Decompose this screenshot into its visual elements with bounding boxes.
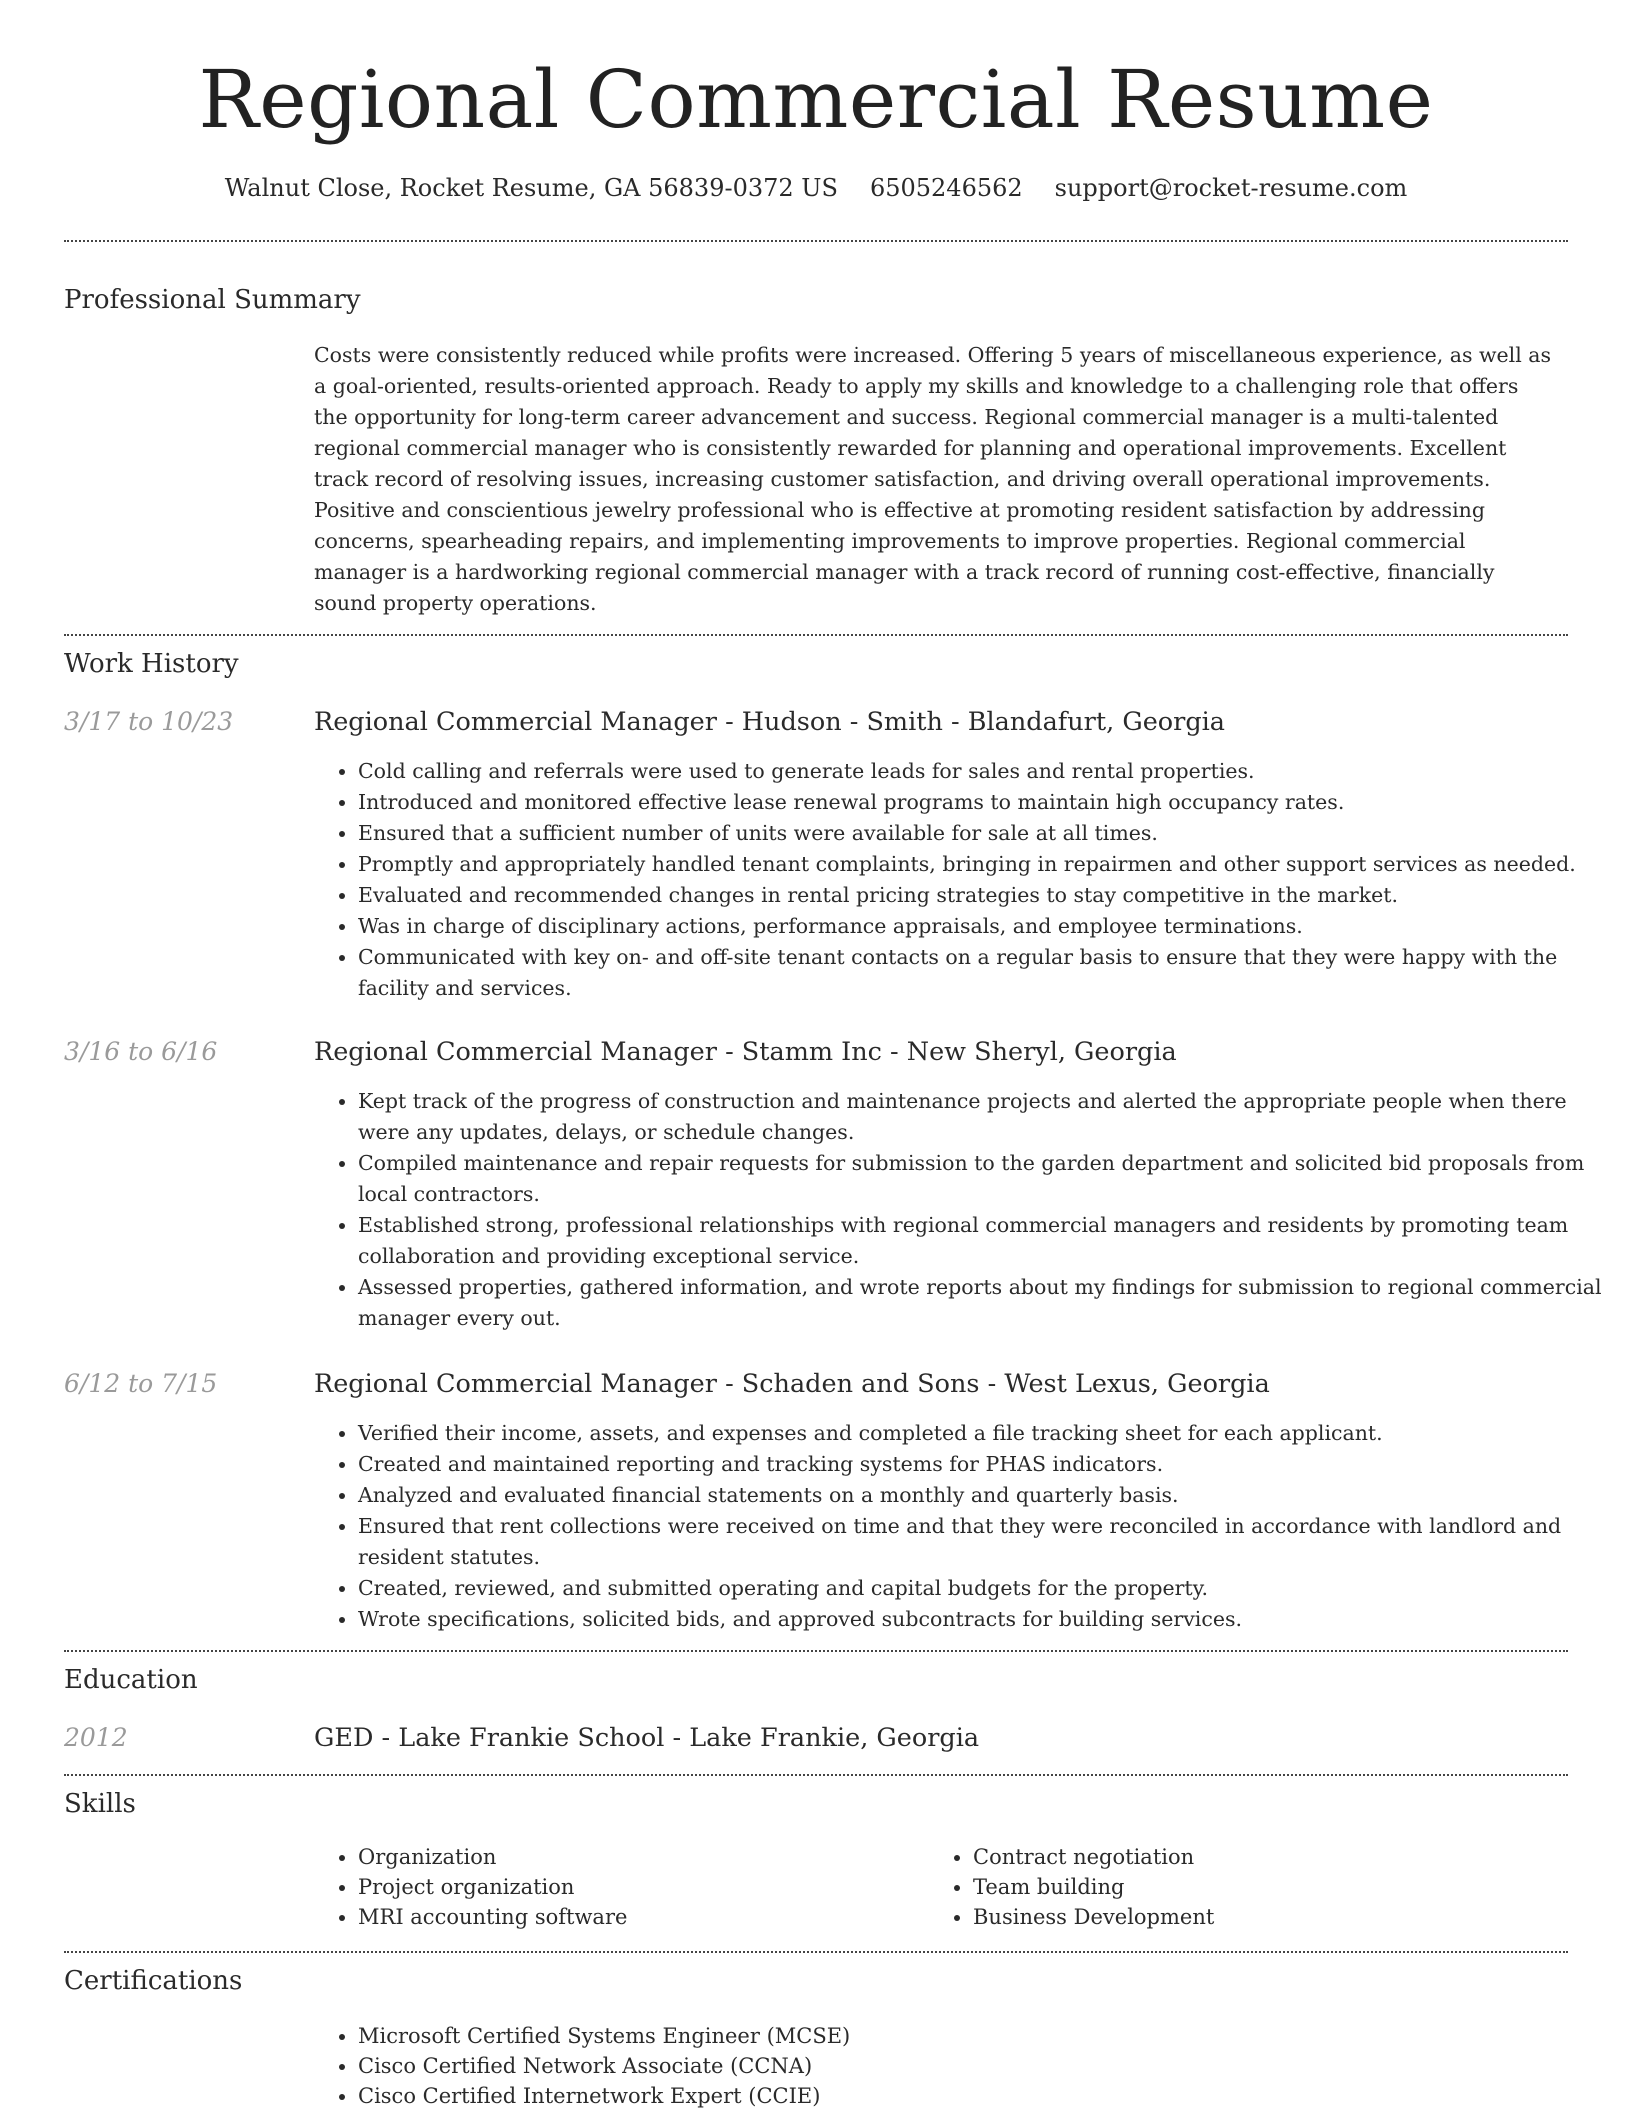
job-bullet: • Communicated with key on- and off-site tenant contacts on a regular basis to ensure that they were happy with the facility and services. (358, 942, 1608, 1004)
job-title: Regional Commercial Manager - Schaden and Sons - West Lexus, Georgia (314, 1369, 1270, 1399)
certification-item: • Cisco Certified Network Associate (CCNA) (358, 2051, 1558, 2081)
job-dates: 6/12 to 7/15 (64, 1369, 218, 1398)
job-bullet: • Created and maintained reporting and tracking systems for PHAS indicators. (358, 1449, 1608, 1480)
skill-item: • Business Development (973, 1902, 1533, 1932)
skills-list-left (314, 1842, 918, 1932)
job-bullet: • Verified their income, assets, and expenses and completed a file tracking sheet for each applicant. (358, 1418, 1608, 1449)
job-bullet: • Ensured that a sufficient number of units were available for sale at all times. (358, 818, 1608, 849)
summary-heading: Professional Summary (64, 285, 361, 315)
certifications-list (314, 2021, 1558, 2111)
skill-item: • Organization (358, 1842, 918, 1872)
job-dates: 3/16 to 6/16 (64, 1037, 218, 1066)
certification-item: • Cisco Certified Internetwork Expert (CCIE) (358, 2081, 1558, 2111)
job-bullet: • Wrote specifications, solicited bids, and approved subcontracts for building services. (358, 1604, 1608, 1635)
contact-phone: 6505246562 (869, 174, 1023, 202)
contact-email: support@rocket-resume.com (1054, 174, 1408, 202)
education-entry: GED - Lake Frankie School - Lake Frankie, Georgia (314, 1723, 980, 1753)
job-bullet: • Created, reviewed, and submitted operating and capital budgets for the property. (358, 1573, 1608, 1604)
job-bullet: • Compiled maintenance and repair requests for submission to the garden department and solicited bid proposals from local contractors. (358, 1148, 1608, 1210)
job-title: Regional Commercial Manager - Stamm Inc - New Sheryl, Georgia (314, 1037, 1177, 1067)
job-bullet: • Promptly and appropriately handled tenant complaints, bringing in repairmen and other support services as needed. (358, 849, 1608, 880)
job-dates: 3/17 to 10/23 (64, 707, 234, 736)
section-divider (64, 1951, 1568, 1953)
certification-item: • Microsoft Certified Systems Engineer (MCSE) (358, 2021, 1558, 2051)
job-bullet: • Ensured that rent collections were received on time and that they were reconciled in accordance with landlord and resident statutes. (358, 1511, 1608, 1573)
resume-title: Regional Commercial Resume (198, 53, 1434, 146)
work-history-heading: Work History (64, 649, 239, 679)
skill-item: • MRI accounting software (358, 1902, 918, 1932)
certifications-heading: Certifications (64, 1966, 243, 1996)
section-divider (64, 1650, 1568, 1652)
summary-text: Costs were consistently reduced while profits were increased. Offering 5 years of miscellaneous experience, as well as a goal-oriented, results-oriented approach. Ready to apply my skills and knowledge to a challenging role that offers the opportunity for long-term career advancement and success. Regional commercial manager is a multi-talented regional commercial manager who is consistently rewarded for planning and operational improvements. Excellent track record of resolving issues, increasing customer satisfaction, and driving overall operational improvements. Positive and conscientious jewelry professional who is effective at promoting resident satisfaction by addressing concerns, spearheading repairs, and implementing improvements to improve properties. Regional commercial manager is a hardworking regional commercial manager with a track record of running cost-effective, financially sound property operations. (314, 343, 1552, 615)
job-bullet: • Was in charge of disciplinary actions, performance appraisals, and employee terminations. (358, 911, 1608, 942)
skill-item: • Project organization (358, 1872, 918, 1902)
job-bullet: • Established strong, professional relationships with regional commercial managers and residents by promoting team collaboration and providing exceptional service. (358, 1210, 1608, 1272)
education-date: 2012 (64, 1723, 128, 1752)
contact-line (64, 170, 1568, 206)
contact-address: Walnut Close, Rocket Resume, GA 56839-0372 US (224, 174, 838, 202)
job-bullet: • Evaluated and recommended changes in rental pricing strategies to stay competitive in the market. (358, 880, 1608, 911)
job-bullet: • Assessed properties, gathered information, and wrote reports about my findings for submission to regional commercial manager every out. (358, 1272, 1608, 1334)
job-bullet: • Introduced and monitored effective lease renewal programs to maintain high occupancy rates. (358, 787, 1608, 818)
section-divider (64, 634, 1568, 636)
section-divider (64, 1774, 1568, 1776)
job-bullet: • Kept track of the progress of construction and maintenance projects and alerted the appropriate people when there were any updates, delays, or schedule changes. (358, 1086, 1608, 1148)
job-bullet: • Cold calling and referrals were used to generate leads for sales and rental properties. (358, 756, 1608, 787)
job-bullets (314, 756, 1608, 1004)
skill-item: • Team building (973, 1872, 1533, 1902)
job-bullet: • Analyzed and evaluated financial statements on a monthly and quarterly basis. (358, 1480, 1608, 1511)
skills-heading: Skills (64, 1789, 136, 1819)
skills-list-right (929, 1842, 1533, 1932)
education-heading: Education (64, 1665, 198, 1695)
section-divider (64, 240, 1568, 242)
job-title: Regional Commercial Manager - Hudson - Smith - Blandafurt, Georgia (314, 707, 1226, 737)
job-bullets (314, 1086, 1608, 1334)
job-bullets (314, 1418, 1608, 1635)
skill-item: • Contract negotiation (973, 1842, 1533, 1872)
